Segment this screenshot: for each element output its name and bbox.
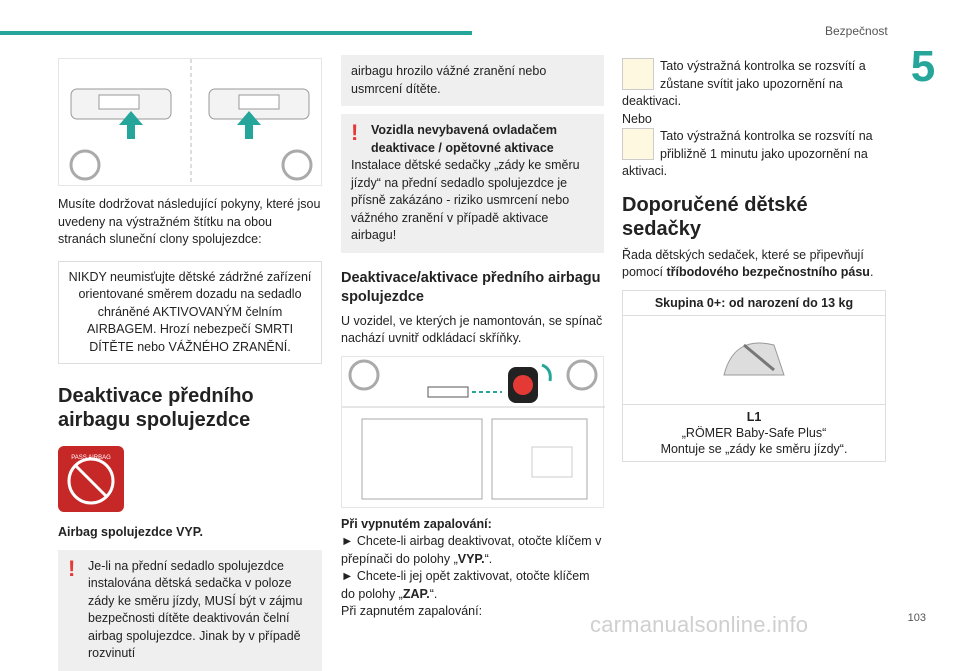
column-3 [622,58,886,462]
airbag-warning-lamp-icon [622,128,654,160]
chapter-number: 5 [910,42,936,91]
seat-name: „RÖMER Baby-Safe Plus“ [681,425,827,440]
header-accent-bar [0,31,472,35]
section-title: Bezpečnost [825,24,888,38]
airbag-warning-lamp-icon [622,58,654,90]
ignition-on-title: Při zapnutém zapalování: [341,604,483,618]
column-2 [341,55,604,621]
airbag-off-icon [58,446,124,512]
warning-title: Vozidla nevybavená ovladačem deaktivace / opětovné aktivace [371,123,557,155]
warning-icon: ! [351,120,359,145]
or-text: Nebo [622,111,652,126]
warning-box-1-continued [341,55,604,106]
column-1 [58,58,322,671]
group-title: Skupina 0+: od narození do 13 kg [623,290,886,315]
heading-activation: Deaktivace/aktivace předního airbagu spolujezdce [341,269,601,305]
safety-notice: NIKDY neumisťujte dětské zádržné zařízení orientované směrem dozadu na sedadlo chráněné AKTIVOVANÝM čelním AIRBAGEM. Hrozí nebezpečí SMRTI DÍTĚTE nebo VÁŽNÉHO ZRANĚNÍ. [58,261,322,365]
warning-text: Je-li na přední sedadlo spolujezdce instalována dětská sedačka v poloze zády ke směru jízdy, MUSÍ být v zájmu bezpečnosti dítěte deaktivován čelní airbag spolujezdce. Jinak by v případě rozvinutí [88,558,303,660]
glovebox-illustration [341,356,604,508]
seat-code: L1 [746,409,762,424]
heading-recommended-seats: Doporučené dětské sedačky [622,193,808,240]
child-seat-image [714,325,794,391]
lamp-activation [622,128,886,181]
heading-deactivation-line1: Deaktivace předního [58,385,254,407]
seat-details [623,404,886,461]
page-number: 103 [907,612,926,624]
glovebox-image [342,357,605,507]
airbag-off-label: Airbag spolujezdce VYP. [58,525,203,539]
warning-box-2 [341,114,604,253]
sunvisor-image [59,59,323,185]
seats-intro: Řada dětských sedaček, které se připevňují pomocí tříbodového bezpečnostního pásu. [622,247,874,279]
seat-note: Montuje se „zády ke směru jízdy“. [660,441,848,456]
lamp-deactivation [622,58,886,111]
watermark: carmanualsonline.info [590,612,809,637]
lamp-deactivation-text: Tato výstražná kontrolka se rozsvítí a zůstane svítit jako upozornění na deaktivaci. [622,59,866,108]
step-activate: ► Chcete-li jej opět zaktivovat, otočte klíčem do polohy „ZAP.“. [341,569,590,601]
child-seat-table [622,290,886,462]
heading-deactivation-line2: airbagu spolujezdce [58,409,251,431]
warning-box-1 [58,550,322,671]
step-deactivate: ► Chcete-li airbag deaktivovat, otočte klíčem v přepínači do polohy „VYP.“. [341,534,602,566]
lamp-activation-text: Tato výstražná kontrolka se rozsvítí na přibližně 1 minutu jako upozornění na aktivaci. [622,129,873,178]
ignition-off-title: Při vypnutém zapalování: [341,516,492,531]
warning-body: Instalace dětské sedačky „zády ke směru jízdy“ na přední sedadlo spolujezdce je přísně zakázáno - riziko usmrcení nebo vážného zranění v případě aktivace airbagu! [351,158,580,242]
svg-text:PASS AIRBAG: PASS AIRBAG [71,455,111,461]
warning-text-continued: airbagu hrozilo vážné zranění nebo usmrcení dítěte. [351,64,547,96]
warning-icon: ! [68,555,76,581]
child-seat-image-cell [623,315,886,404]
sunvisor-instructions: Musíte dodržovat následující pokyny, které jsou uvedeny na výstražném štítku na obou stranách sluneční clony spolujezdce: [58,197,321,246]
sunvisor-illustration [58,58,322,186]
switch-location-text: U vozidel, ve kterých je namontován, se spínač nachází uvnitř odkládací skříňky. [341,313,603,345]
